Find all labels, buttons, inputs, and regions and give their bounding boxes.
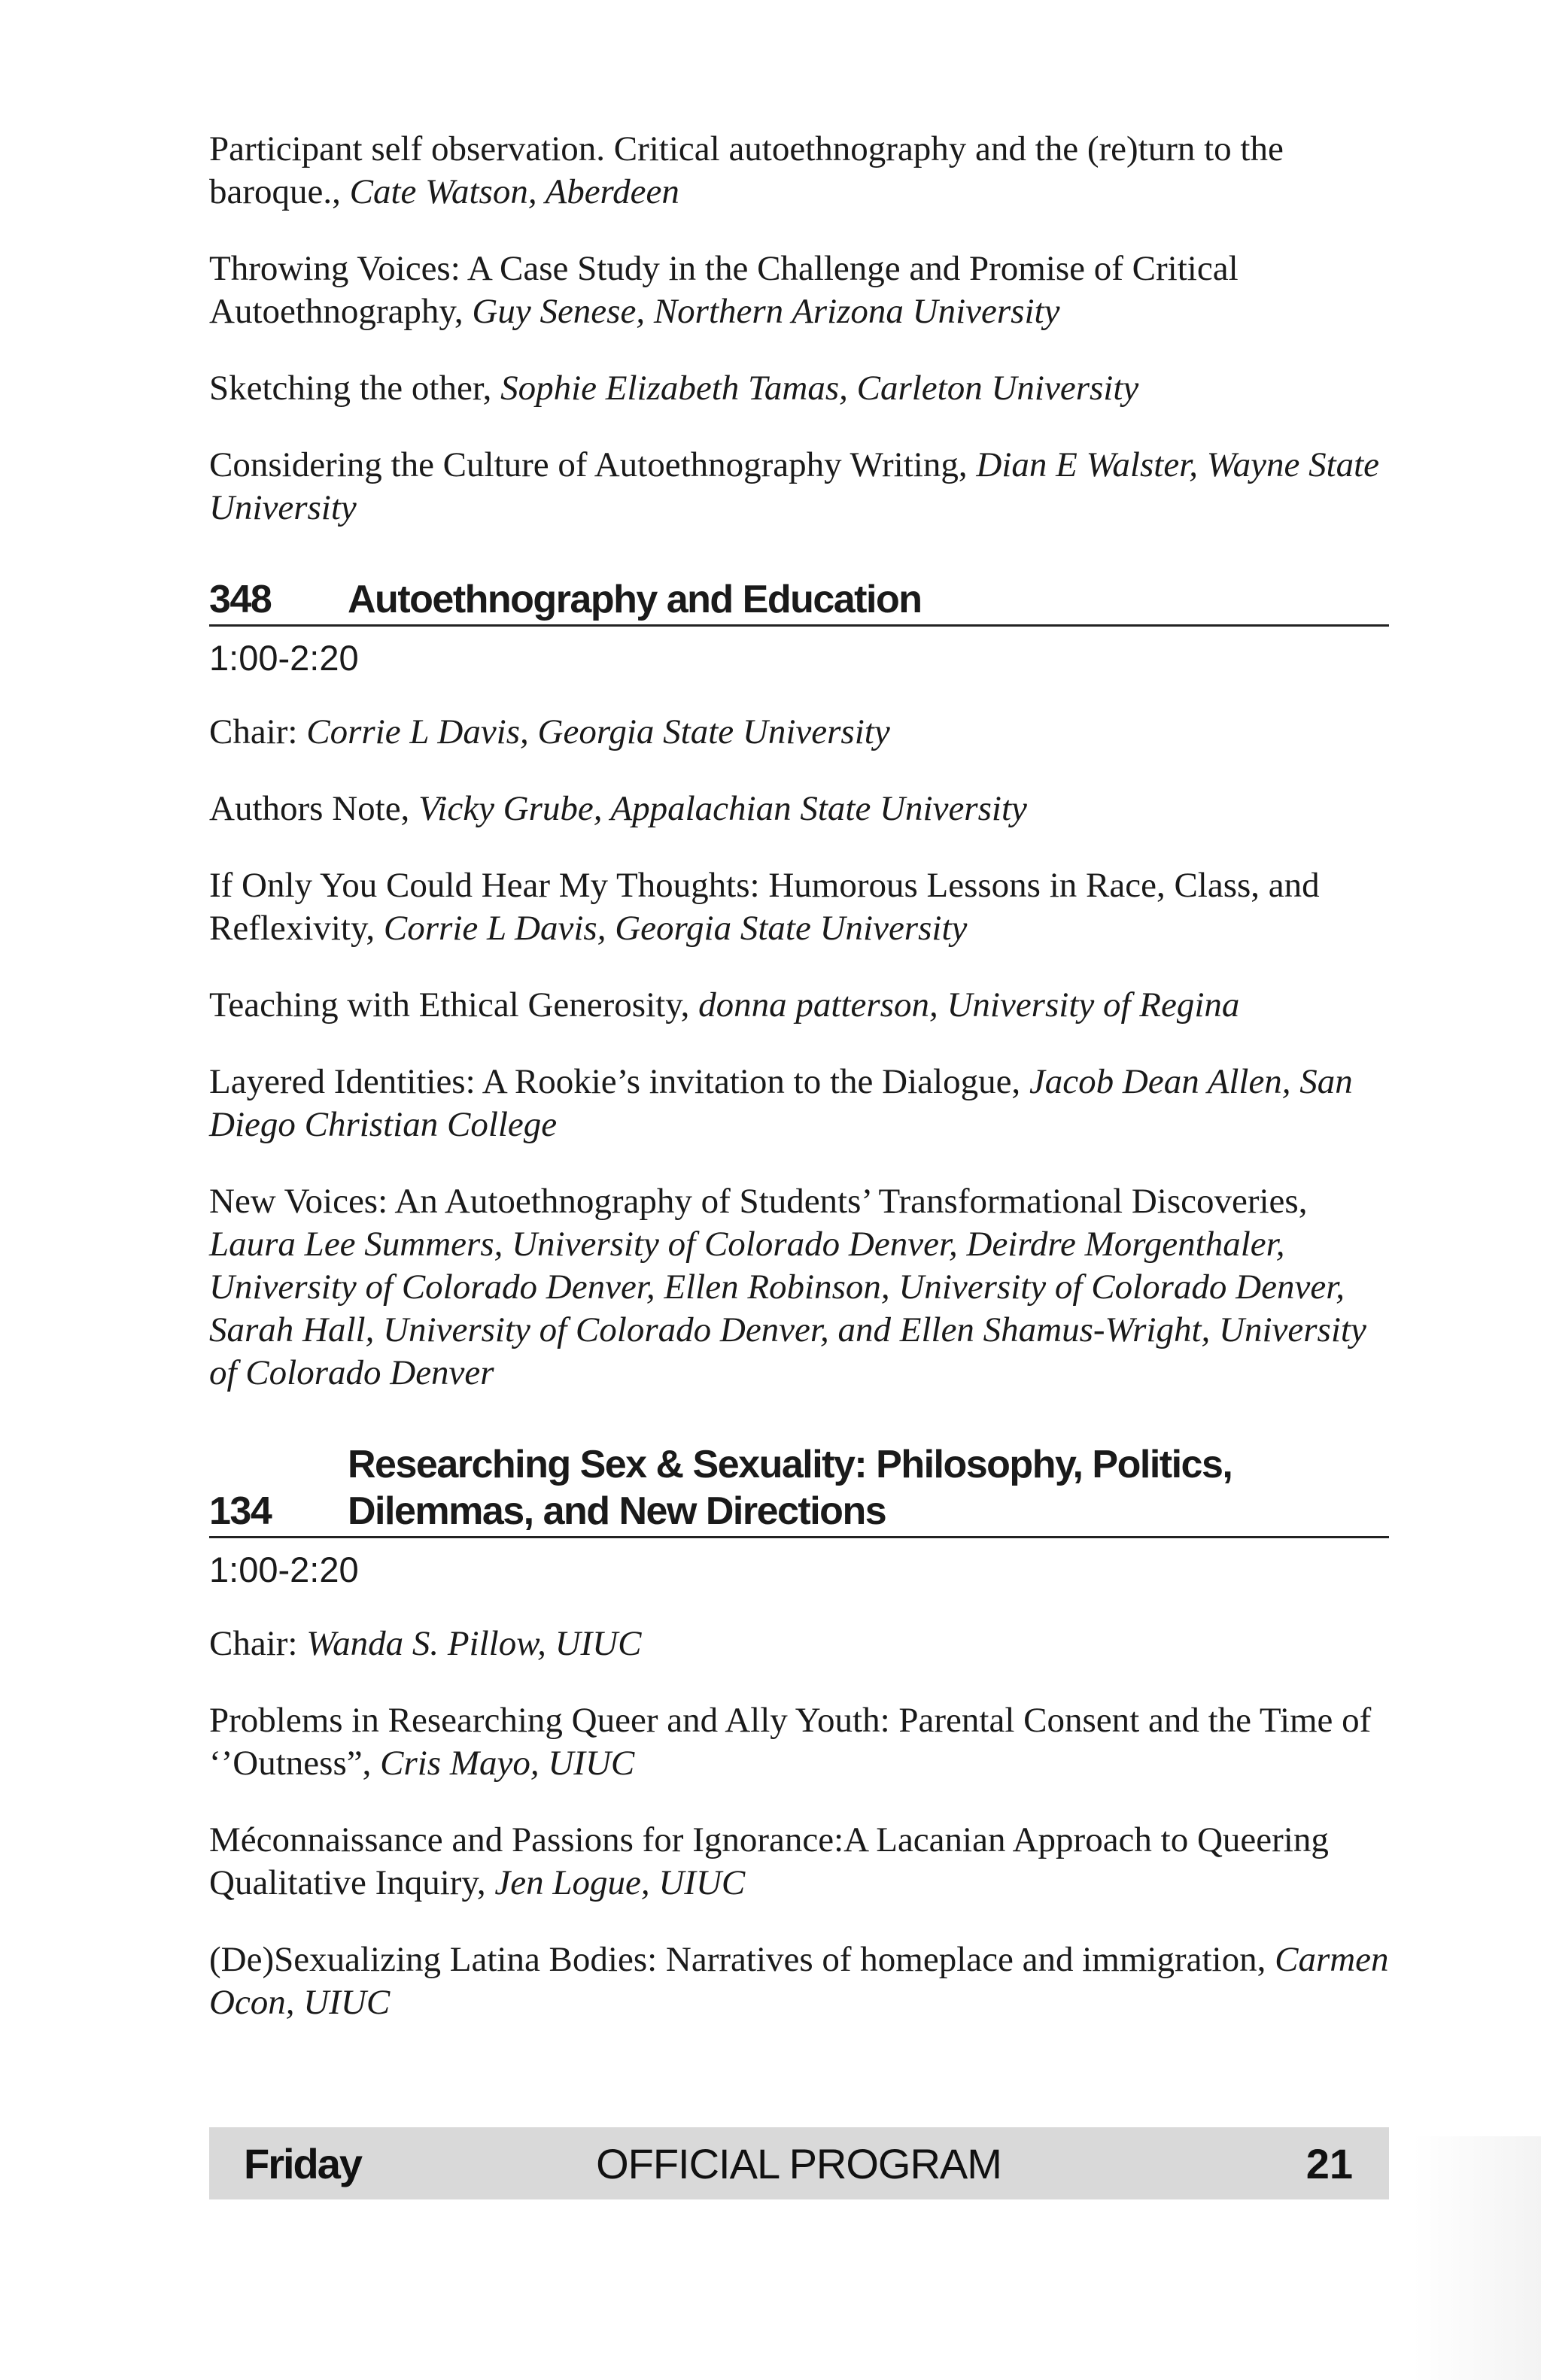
session-number: 348 <box>209 578 272 621</box>
entry-authors: Cris Mayo, UIUC <box>371 1744 635 1783</box>
session-time: 1:00-2:20 <box>209 1550 359 1589</box>
session-chair <box>209 711 1389 754</box>
entry-authors: Cate Watson, Aberdeen <box>340 172 679 211</box>
entry-title: Considering the Culture of Autoethnography Writing, <box>209 445 968 484</box>
entry-title: Chair: <box>209 712 298 751</box>
session-time: 1:00-2:20 <box>209 638 359 678</box>
entry-title: Teaching with Ethical Generosity, <box>209 985 690 1025</box>
entry-title: New Voices: An Autoethnography of Students’ Transformational Discoveries, <box>209 1182 1308 1221</box>
program-entry <box>209 788 1389 830</box>
program-entry <box>209 1938 1389 2024</box>
entry-title: Participant self observation. Critical autoethnography and the (re)turn to the baroque., <box>209 129 1284 211</box>
entry-title: Authors Note, <box>209 789 410 828</box>
program-page <box>209 128 1389 2058</box>
entry-authors: Sophie Elizabeth Tamas, Carleton University <box>491 369 1139 408</box>
entry-authors: Vicky Grube, Appalachian State University <box>409 789 1027 828</box>
page-footer <box>209 2127 1389 2199</box>
entry-title: Problems in Researching Queer and Ally Youth: Parental Consent and the Time of ‘’Outness”, <box>209 1701 1372 1783</box>
entry-authors: Jen Logue, UIUC <box>485 1863 746 1902</box>
entry-authors: Carmen Ocon, UIUC <box>209 1940 1389 2022</box>
entry-authors: Corrie L Davis, Georgia State University <box>297 712 890 751</box>
entry-title: Layered Identities: A Rookie’s invitation to the Dialogue, <box>209 1062 1021 1101</box>
page-edge-shadow <box>1413 2136 1541 2380</box>
program-entry <box>209 1819 1389 1905</box>
program-entry <box>209 247 1389 333</box>
footer-day: Friday <box>244 2139 362 2187</box>
entry-title: Méconnaissance and Passions for Ignorance:A Lacanian Approach to Queering Qualitative Inquiry, <box>209 1820 1329 1902</box>
entry-title: Throwing Voices: A Case Study in the Challenge and Promise of Critical Autoethnography, <box>209 249 1239 331</box>
program-entry <box>209 444 1389 530</box>
entry-authors: donna patterson, University of Regina <box>689 985 1240 1025</box>
entry-title: If Only You Could Hear My Thoughts: Humorous Lessons in Race, Class, and Reflexivity, <box>209 866 1320 948</box>
entry-authors: Laura Lee Summers, University of Colorado Denver, Deirdre Morgenthaler, University of Colorado Denver, Ellen Robinson, University of Colorado Denver, Sarah Hall, University of Colorado Denver, and Ellen Shamus-Wright, University of Colorado Denver <box>209 1225 1366 1392</box>
page-number: 21 <box>1305 2139 1353 2187</box>
entry-authors: Wanda S. Pillow, UIUC <box>297 1624 642 1663</box>
entry-authors: Guy Senese, Northern Arizona University <box>463 292 1060 331</box>
session-title: Autoethnography and Education <box>348 578 922 621</box>
session-title: Researching Sex & Sexuality: Philosophy, Politics, Dilemmas, and New Directions <box>348 1443 1232 1533</box>
entry-title: (De)Sexualizing Latina Bodies: Narratives of homeplace and immigration, <box>209 1940 1266 1979</box>
entry-authors: Dian E Walster, Wayne State University <box>209 445 1380 527</box>
program-entry <box>209 1180 1389 1395</box>
entry-authors: Corrie L Davis, Georgia State University <box>375 909 968 948</box>
session-heading <box>209 1441 1389 1538</box>
program-entry <box>209 864 1389 950</box>
footer-program-label: OFFICIAL PROGRAM <box>596 2139 1001 2187</box>
entry-title: Sketching the other, <box>209 369 492 408</box>
session-number: 134 <box>209 1489 272 1533</box>
entry-title: Chair: <box>209 1624 298 1663</box>
session-heading <box>209 576 1389 627</box>
program-entry <box>209 984 1389 1027</box>
program-entry <box>209 128 1389 214</box>
entry-authors: Jacob Dean Allen, San Diego Christian College <box>209 1062 1353 1144</box>
program-entry <box>209 1699 1389 1785</box>
session-chair <box>209 1623 1389 1665</box>
program-entry <box>209 367 1389 410</box>
program-entry <box>209 1061 1389 1146</box>
